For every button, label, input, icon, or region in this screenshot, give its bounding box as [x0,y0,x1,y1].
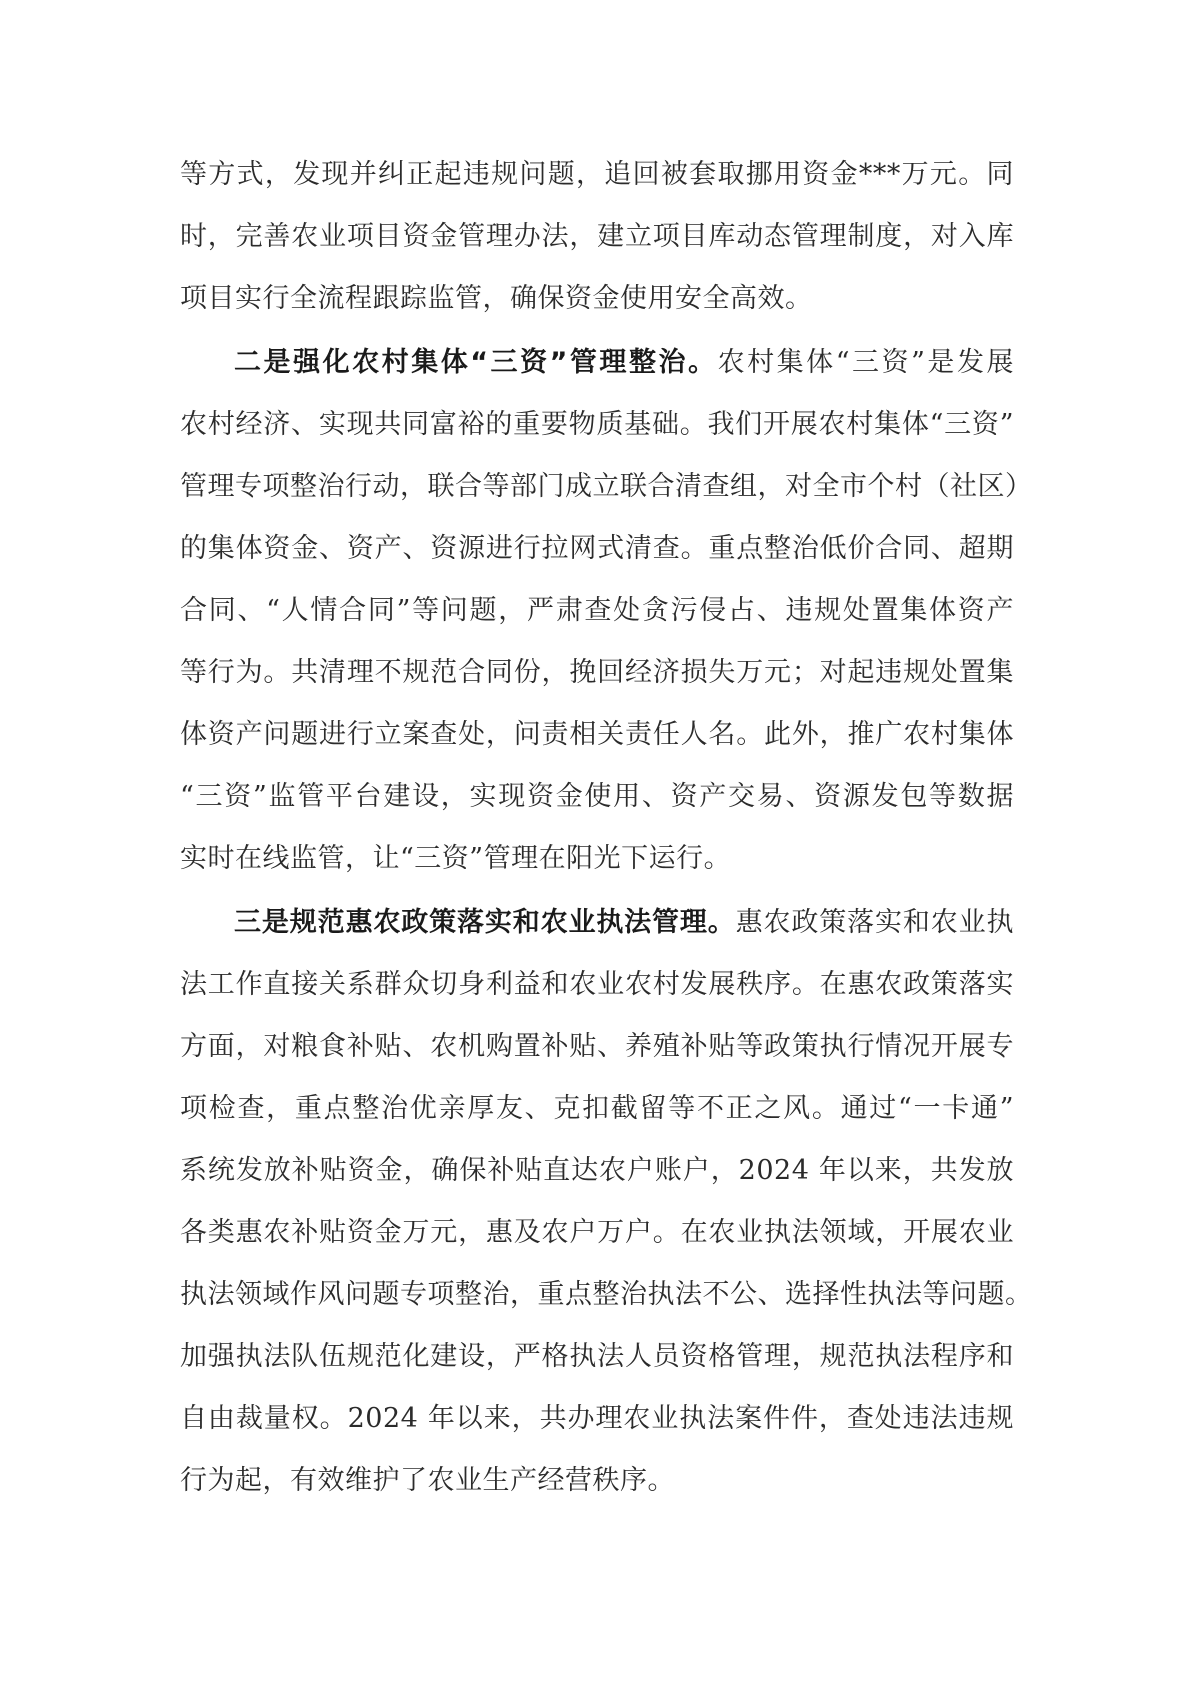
paragraph-line: 项检查，重点整治优亲厚友、克扣截留等不正之风。通过“一卡通” [180,1093,1014,1124]
paragraph-line: 方面，对粮食补贴、农机购置补贴、养殖补贴等政策执行情况开展专 [180,1031,1014,1062]
paragraph-line: 等行为。共清理不规范合同份，挽回经济损失万元；对起违规处置集 [180,657,1014,688]
paragraph-heading: 二是强化农村集体“三资”管理整治。 [234,347,718,378]
paragraph-line: 管理专项整治行动，联合等部门成立联合清查组，对全市个村（社区） [180,471,1033,502]
paragraph-line: 时，完善农业项目资金管理办法，建立项目库动态管理制度，对入库 [180,221,1014,252]
paragraph-2 [180,332,1033,890]
paragraph-line: 实时在线监管，让“三资”管理在阳光下运行。 [180,843,732,874]
paragraph-line: 行为起，有效维护了农业生产经营秩序。 [180,1465,675,1496]
paragraph-3 [180,892,1033,1512]
paragraph-line: 自由裁量权。2024 年以来，共办理农业执法案件件，查处违法违规 [180,1403,1014,1434]
paragraph-line: 各类惠农补贴资金万元，惠及农户万户。在农业执法领域，开展农业 [180,1217,1014,1248]
paragraph-first-line [180,332,1014,394]
paragraph-line: 系统发放补贴资金，确保补贴直达农户账户，2024 年以来，共发放 [180,1155,1014,1186]
paragraph-line: 等方式，发现并纠正起违规问题，追回被套取挪用资金***万元。同 [180,159,1014,190]
paragraph-line: 合同、“人情合同”等问题，严肃查处贪污侵占、违规处置集体资产 [180,595,1014,626]
paragraph-text: 惠农政策落实和农业执 [735,907,1015,938]
paragraph-text: 农村集体“三资”是发展 [717,347,1014,378]
paragraph-line: 执法领域作风问题专项整治，重点整治执法不公、选择性执法等问题。 [180,1279,1033,1310]
paragraph-heading: 三是规范惠农政策落实和农业执法管理。 [234,907,736,938]
paragraph-line: “三资”监管平台建设，实现资金使用、资产交易、资源发包等数据 [180,781,1014,812]
paragraph-line: 项目实行全流程跟踪监管，确保资金使用安全高效。 [180,283,813,314]
paragraph-line: 农村经济、实现共同富裕的重要物质基础。我们开展农村集体“三资” [180,409,1014,440]
document-body [180,144,1033,1512]
paragraph-first-line [180,892,1014,954]
paragraph-line: 体资产问题进行立案查处，问责相关责任人名。此外，推广农村集体 [180,719,1014,750]
paragraph-line: 的集体资金、资产、资源进行拉网式清查。重点整治低价合同、超期 [180,533,1014,564]
paragraph-1 [180,144,1014,330]
paragraph-line: 加强执法队伍规范化建设，严格执法人员资格管理，规范执法程序和 [180,1341,1014,1372]
paragraph-line: 法工作直接关系群众切身利益和农业农村发展秩序。在惠农政策落实 [180,969,1014,1000]
